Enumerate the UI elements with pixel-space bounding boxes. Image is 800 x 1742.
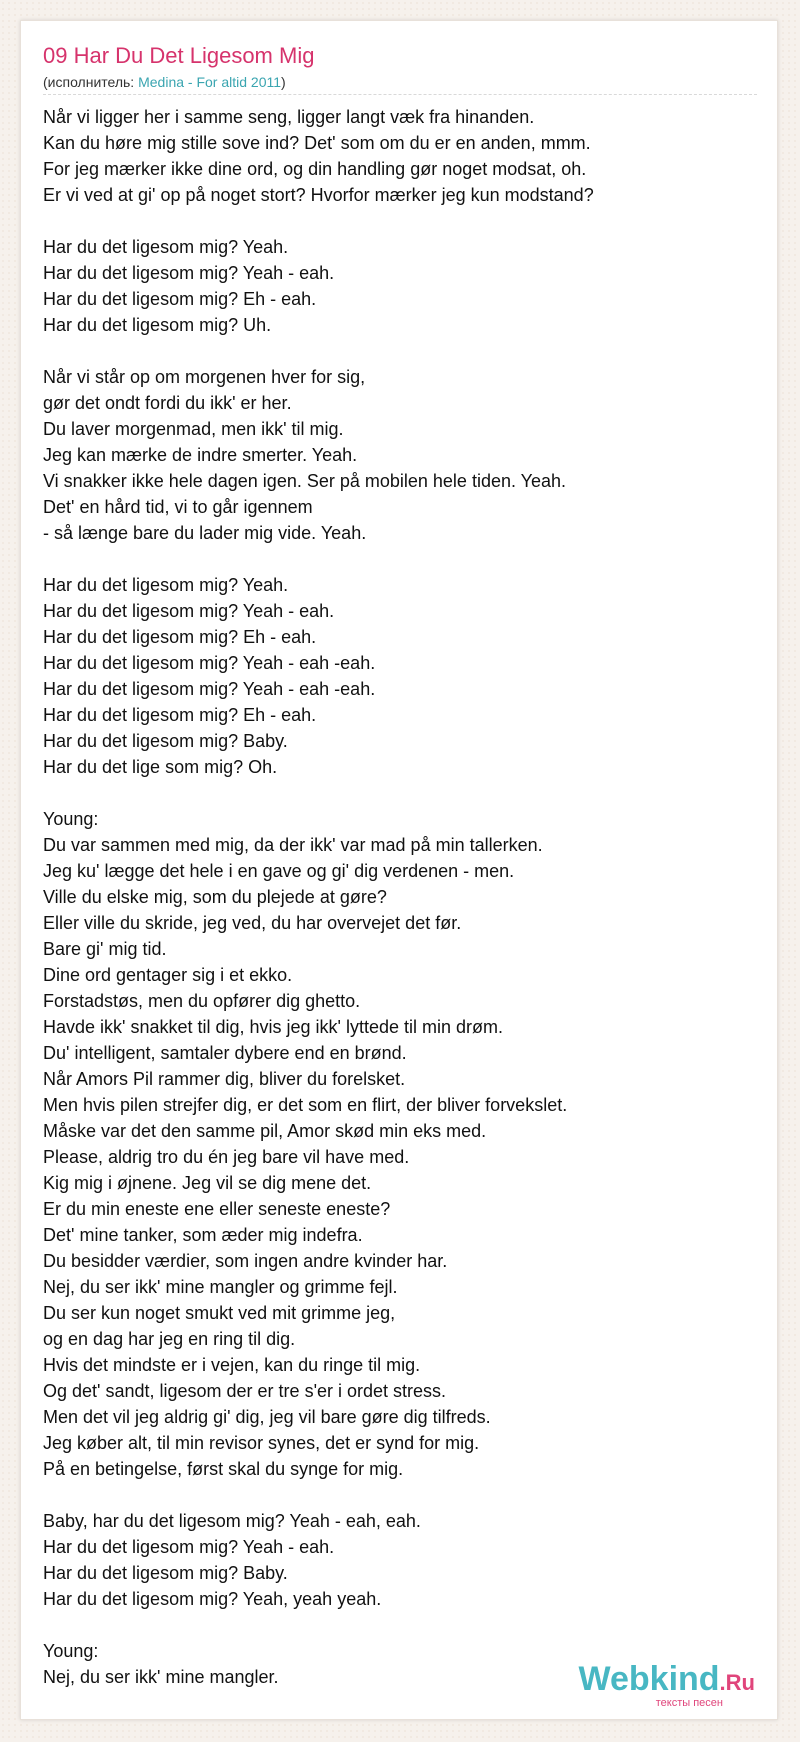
- stanza-break: [43, 338, 757, 364]
- lyric-line: Eller ville du skride, jeg ved, du har overvejet det før.: [43, 913, 462, 933]
- lyric-line: Nej, du ser ikk' mine mangler og grimme fejl.: [43, 1277, 398, 1297]
- lyric-line: Har du det ligesom mig? Eh - eah.: [43, 289, 317, 309]
- artist-suffix: ): [281, 74, 286, 90]
- logo-tld: .Ru: [719, 1670, 755, 1695]
- artist-prefix: (исполнитель:: [43, 74, 139, 90]
- lyric-line: Har du det ligesom mig? Uh.: [43, 315, 272, 335]
- lyric-line: Young:: [43, 1641, 99, 1661]
- lyric-line: Har du det lige som mig? Oh.: [43, 757, 278, 777]
- lyric-line: Er du min eneste ene eller seneste eneste?: [43, 1199, 391, 1219]
- logo-tagline: тексты песен: [655, 1697, 723, 1709]
- lyrics-body: [43, 104, 757, 1690]
- lyric-line: Når Amors Pil rammer dig, bliver du forelsket.: [43, 1069, 406, 1089]
- lyric-line: Du' intelligent, samtaler dybere end en brønd.: [43, 1043, 407, 1063]
- lyric-line: Young:: [43, 809, 99, 829]
- stanza-break: [43, 208, 757, 234]
- webkind-logo[interactable]: [579, 1661, 756, 1709]
- logo-name: Webkind: [578, 1660, 720, 1698]
- lyric-line: Når vi ligger her i samme seng, ligger langt væk fra hinanden.: [43, 107, 535, 127]
- lyric-line: Jeg køber alt, til min revisor synes, det er synd for mig.: [43, 1433, 480, 1453]
- lyric-line: Har du det ligesom mig? Yeah - eah.: [43, 1537, 335, 1557]
- lyric-line: og en dag har jeg en ring til dig.: [43, 1329, 296, 1349]
- lyric-line: Bare gi' mig tid.: [43, 939, 167, 959]
- lyric-line: Vi snakker ikke hele dagen igen. Ser på mobilen hele tiden. Yeah.: [43, 471, 567, 491]
- stanza-break: [43, 780, 757, 806]
- artist-line: [43, 74, 286, 90]
- lyric-line: Du laver morgenmad, men ikk' til mig.: [43, 419, 344, 439]
- lyrics-card: [20, 20, 778, 1720]
- lyric-line: Det' en hård tid, vi to går igennem: [43, 497, 313, 517]
- lyric-line: Nej, du ser ikk' mine mangler.: [43, 1667, 279, 1687]
- lyric-line: Kig mig i øjnene. Jeg vil se dig mene det.: [43, 1173, 372, 1193]
- lyric-line: - så længe bare du lader mig vide. Yeah.: [43, 523, 367, 543]
- lyric-line: Når vi står op om morgenen hver for sig,: [43, 367, 366, 387]
- lyric-line: Har du det ligesom mig? Yeah.: [43, 575, 289, 595]
- lyric-line: Har du det ligesom mig? Yeah.: [43, 237, 289, 257]
- lyric-line: Har du det ligesom mig? Yeah - eah -eah.: [43, 653, 376, 673]
- song-title: 09 Har Du Det Ligesom Mig: [43, 43, 315, 68]
- lyric-line: Forstadstøs, men du opfører dig ghetto.: [43, 991, 361, 1011]
- lyric-line: Du var sammen med mig, da der ikk' var mad på min tallerken.: [43, 835, 543, 855]
- lyric-line: Er vi ved at gi' op på noget stort? Hvorfor mærker jeg kun modstand?: [43, 185, 594, 205]
- lyric-line: Kan du høre mig stille sove ind? Det' som om du er en anden, mmm.: [43, 133, 591, 153]
- stanza-break: [43, 1612, 757, 1638]
- lyric-line: Det' mine tanker, som æder mig indefra.: [43, 1225, 363, 1245]
- lyric-line: Men det vil jeg aldrig gi' dig, jeg vil bare gøre dig tilfreds.: [43, 1407, 491, 1427]
- lyric-line: Har du det ligesom mig? Yeah, yeah yeah.: [43, 1589, 382, 1609]
- lyric-line: Har du det ligesom mig? Yeah - eah.: [43, 263, 335, 283]
- lyric-line: Du besidder værdier, som ingen andre kvinder har.: [43, 1251, 448, 1271]
- artist-link[interactable]: Medina - For altid 2011: [138, 74, 282, 90]
- lyric-line: Har du det ligesom mig? Yeah - eah -eah.: [43, 679, 376, 699]
- lyric-line: Har du det ligesom mig? Baby.: [43, 731, 288, 751]
- lyric-line: Har du det ligesom mig? Baby.: [43, 1563, 288, 1583]
- lyric-line: gør det ondt fordi du ikk' er her.: [43, 393, 292, 413]
- lyric-line: Har du det ligesom mig? Eh - eah.: [43, 627, 317, 647]
- lyric-line: Du ser kun noget smukt ved mit grimme jeg,: [43, 1303, 396, 1323]
- lyric-line: Men hvis pilen strejfer dig, er det som en flirt, der bliver forvekslet.: [43, 1095, 568, 1115]
- lyric-line: Please, aldrig tro du én jeg bare vil have med.: [43, 1147, 410, 1167]
- lyric-line: Jeg ku' lægge det hele i en gave og gi' dig verdenen - men.: [43, 861, 515, 881]
- lyric-line: Dine ord gentager sig i et ekko.: [43, 965, 293, 985]
- stanza-break: [43, 546, 757, 572]
- lyric-line: Hvis det mindste er i vejen, kan du ringe til mig.: [43, 1355, 421, 1375]
- lyric-line: På en betingelse, først skal du synge for mig.: [43, 1459, 404, 1479]
- title-divider: [43, 94, 757, 95]
- lyric-line: Ville du elske mig, som du plejede at gøre?: [43, 887, 387, 907]
- stanza-break: [43, 1482, 757, 1508]
- lyric-line: Har du det ligesom mig? Yeah - eah.: [43, 601, 335, 621]
- lyric-line: Og det' sandt, ligesom der er tre s'er i ordet stress.: [43, 1381, 447, 1401]
- lyric-line: Baby, har du det ligesom mig? Yeah - eah, eah.: [43, 1511, 421, 1531]
- lyric-line: Havde ikk' snakket til dig, hvis jeg ikk' lyttede til min drøm.: [43, 1017, 504, 1037]
- lyric-line: Jeg kan mærke de indre smerter. Yeah.: [43, 445, 358, 465]
- lyric-line: For jeg mærker ikke dine ord, og din handling gør noget modsat, oh.: [43, 159, 587, 179]
- lyric-line: Har du det ligesom mig? Eh - eah.: [43, 705, 317, 725]
- lyric-line: Måske var det den samme pil, Amor skød min eks med.: [43, 1121, 487, 1141]
